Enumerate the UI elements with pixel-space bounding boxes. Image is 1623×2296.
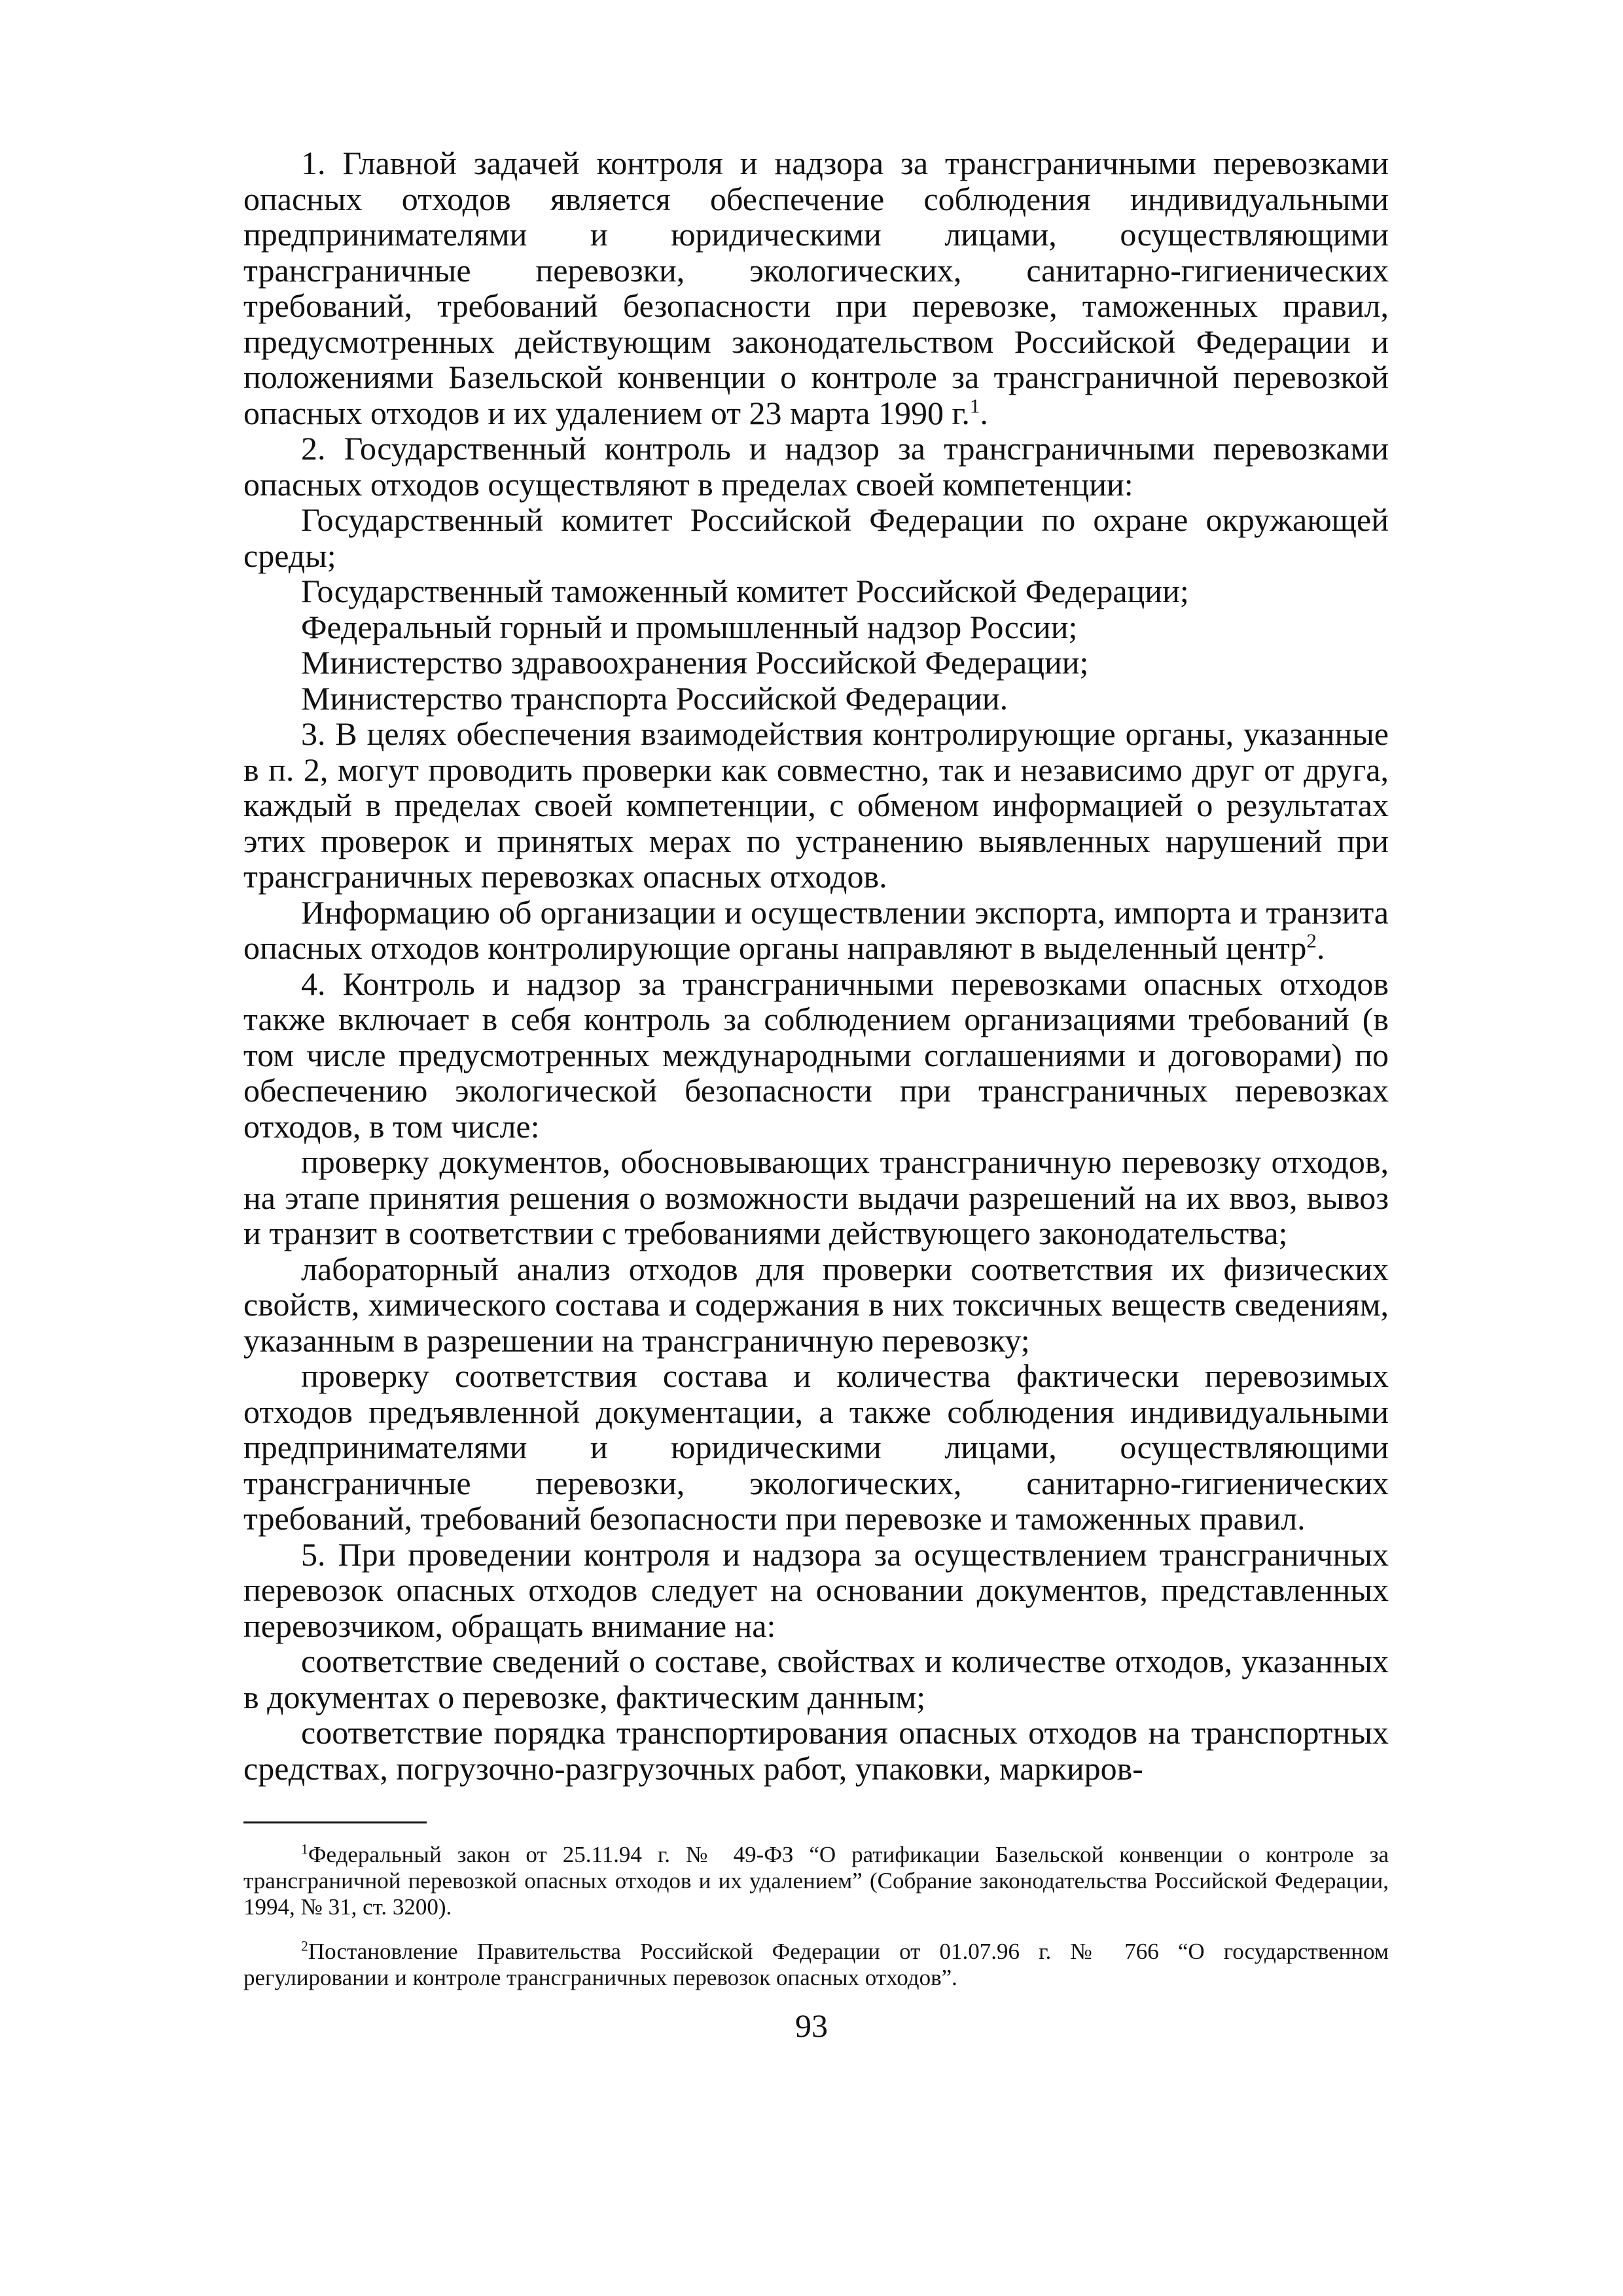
list-item-check: проверку документов, обосновывающих трансграничную перевозку отходов, на этапе принятия решения о возможности выдачи разрешений на их ввоз, вывоз и транзит в соответствии с требованиями действующего законодательства; <box>243 1143 1389 1251</box>
list-item-check: проверку соответствия состава и количества фактически перевозимых отходов предъявленной документации, а также соблюдения индивидуальными предпринимателями и юридическими лицами, осуществляющими трансграничные перевозки, экологических, санитарно-гигиенических требований, требований безопасности при перевозке и таможенных правил. <box>243 1357 1389 1537</box>
paragraph-item-1: 1. Главной задачей контроля и надзора за трансграничными перевозками опасных отходов является обеспечение соблюдения индивидуальными предпринимателями и юридическими лицами, осуществляющими трансграничные перевозки, экологических, санитарно-гигиенических требований, требований безопасности при перевозке, таможенных правил, предусмотренных действующим законодательством Российской Федерации и положениями Базельской конвенции о контроле за трансграничной перевозкой опасных отходов и их удалением от 23 марта 1990 г.$^1$. <box>243 145 1389 431</box>
footnote-divider <box>243 1821 427 1823</box>
list-item-agency: Министерство здравоохранения Российской Федерации; <box>301 644 1089 681</box>
list-item-check: лабораторный анализ отходов для проверки соответствия их физических свойств, химического состава и содержания в них токсичных веществ сведениям, указанным в разрешении на трансграничную перевозку; <box>243 1250 1389 1359</box>
list-item-agency: Федеральный горный и промышленный надзор России; <box>301 608 1078 645</box>
paragraph-information: Информацию об организации и осуществлении экспорта, импорта и транзита опасных отходов контролирующие органы направляют в выделенный центр$^2$. <box>243 893 1389 966</box>
document-body <box>243 145 1389 1991</box>
footnote-mark: 1 <box>301 1841 308 1857</box>
list-item-attention: соответствие порядка транспортирования опасных отходов на транспортных средствах, погрузочно-разгрузочных работ, упаковки, маркиров- <box>243 1714 1389 1787</box>
paragraph-item-2: 2. Государственный контроль и надзор за трансграничными перевозками опасных отходов осуществляют в пределах своей компетенции: <box>243 430 1389 503</box>
list-item-agency: Государственный комитет Российской Федерации по охране окружающей среды; <box>243 501 1389 574</box>
footnote-1: $^1$Федеральный закон от 25.11.94 г. № 49-ФЗ “О ратификации Базельской конвенции о контроле за трансграничной перевозкой опасных отходов и их удалением” (Собрание законодательства Российской Федерации, 1994, № 31, ст. 3200). <box>243 1841 1389 1920</box>
footnote-ref: 1 <box>969 393 980 417</box>
list-item-agency: Министерство транспорта Российской Федерации. <box>301 679 1008 717</box>
list-item-attention: соответствие сведений о составе, свойствах и количестве отходов, указанных в документах о перевозке, фактическим данным; <box>243 1643 1389 1715</box>
paragraph-item-5: 5. При проведении контроля и надзора за осуществлением трансграничных перевозок опасных отходов следует на основании документов, представленных перевозчиком, обращать внимание на: <box>243 1535 1389 1644</box>
footnote-ref: 2 <box>1306 929 1317 952</box>
paragraph-item-4: 4. Контроль и надзор за трансграничными перевозками опасных отходов также включает в себя контроль за соблюдением организациями требований (в том числе предусмотренных международными соглашениями и договорами) по обеспечению экологической безопасности при трансграничных перевозках отходов, в том числе: <box>243 965 1389 1145</box>
footnote-2: $^2$Постановление Правительства Российской Федерации от 01.07.96 г. № 766 “О государственном регулировании и контроле трансграничных перевозок опасных отходов”. <box>243 1938 1389 1990</box>
paragraph-item-3: 3. В целях обеспечения взаимодействия контролирующие органы, указанные в п. 2, могут проводить проверки как совместно, так и независимо друг от друга, каждый в пределах своей компетенции, с обменом информацией о результатах этих проверок и принятых мерах по устранению выявленных нарушений при трансграничных перевозках опасных отходов. <box>243 715 1389 895</box>
page-number: 93 <box>795 2007 828 2044</box>
footnotes <box>243 1842 1389 1991</box>
list-item-agency: Государственный таможенный комитет Российской Федерации; <box>301 573 1189 609</box>
footnote-mark: 2 <box>301 1938 308 1954</box>
